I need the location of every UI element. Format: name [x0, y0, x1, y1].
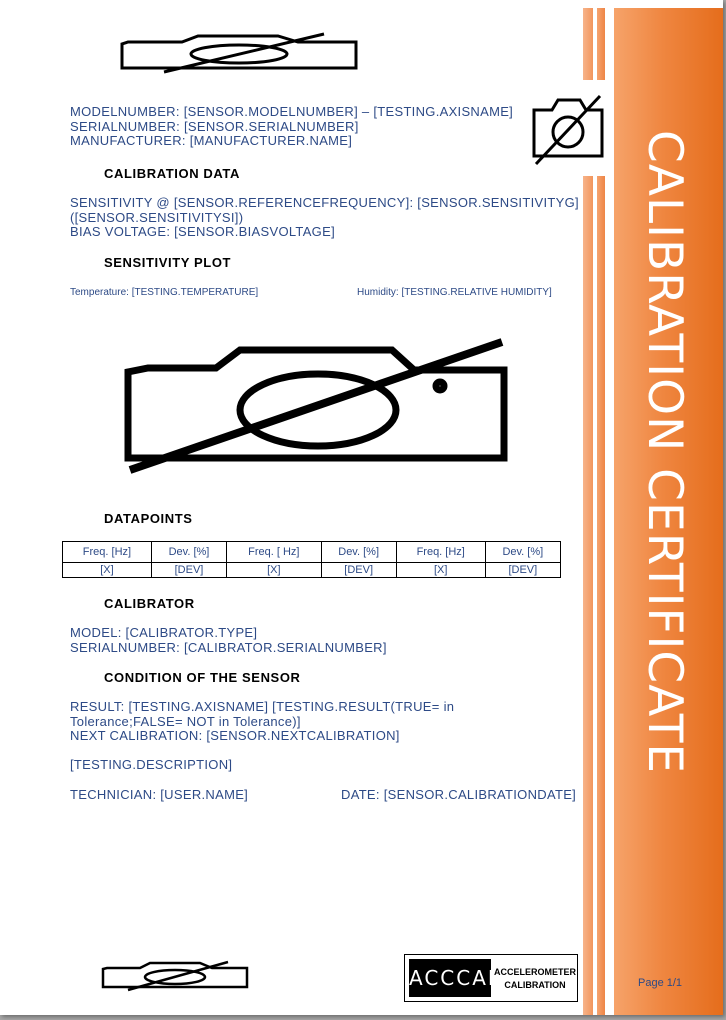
accal-logo: [404, 954, 578, 1002]
table-cell: [X]: [63, 563, 152, 578]
condition-heading: CONDITION OF THE SENSOR: [104, 670, 301, 685]
sensitivity-line: SENSITIVITY @ [SENSOR.REFERENCEFREQUENCY]: [SENSOR.SENSITIVITYG]: [70, 195, 579, 210]
logo-mark: ACCCAL: [409, 959, 491, 997]
datapoints-table: [62, 541, 561, 578]
plot-image-placeholder-icon: [118, 338, 514, 476]
table-header-cell: Dev. [%]: [485, 542, 560, 563]
sensor-photo-placeholder-icon: [530, 92, 606, 166]
page-number: Page 1/1: [638, 977, 683, 989]
table-header-cell: Freq. [Hz]: [63, 542, 152, 563]
description-line: [TESTING.DESCRIPTION]: [70, 757, 233, 772]
temperature-label: Temperature: [TESTING.TEMPERATURE]: [70, 287, 259, 298]
sensitivity-si-line: ([SENSOR.SENSITIVITYSI]): [70, 210, 244, 225]
calibrator-serial-line: SERIALNUMBER: [CALIBRATOR.SERIALNUMBER]: [70, 640, 387, 655]
header-image-placeholder-icon: [118, 32, 360, 74]
model-number-line: MODELNUMBER: [SENSOR.MODELNUMBER] – [TESTING.AXISNAME]: [70, 104, 514, 119]
table-cell: [DEV]: [151, 563, 226, 578]
table-header-cell: Freq. [Hz]: [396, 542, 485, 563]
technician-line: TECHNICIAN: [USER.NAME]: [70, 787, 249, 802]
table-row: [63, 563, 561, 578]
logo-line-1: ACCELEROMETER: [493, 967, 576, 977]
calibrator-model-line: MODEL: [CALIBRATOR.TYPE]: [70, 625, 258, 640]
table-cell: [X]: [396, 563, 485, 578]
calibration-data-heading: CALIBRATION DATA: [104, 166, 240, 181]
result-tolerance-line: Tolerance;FALSE= NOT in Tolerance)]: [70, 714, 301, 729]
table-header-cell: Dev. [%]: [151, 542, 226, 563]
sensitivity-plot-heading: SENSITIVITY PLOT: [104, 255, 232, 270]
bias-voltage-line: BIAS VOLTAGE: [SENSOR.BIASVOLTAGE]: [70, 224, 335, 239]
table-header-cell: Freq. [ Hz]: [227, 542, 321, 563]
result-line: RESULT: [TESTING.AXISNAME] [TESTING.RESULT(TRUE= in: [70, 699, 455, 714]
table-header-row: [63, 542, 561, 563]
footer-image-placeholder-icon: [100, 960, 250, 992]
date-line: DATE: [SENSOR.CALIBRATIONDATE]: [341, 787, 577, 802]
humidity-label: Humidity: [TESTING.RELATIVE HUMIDITY]: [357, 287, 552, 298]
logo-line-2: CALIBRATION: [504, 980, 566, 990]
table-cell: [DEV]: [321, 563, 396, 578]
manufacturer-line: MANUFACTURER: [MANUFACTURER.NAME]: [70, 133, 353, 148]
table-header-cell: Dev. [%]: [321, 542, 396, 563]
table-cell: [X]: [227, 563, 321, 578]
side-title: CALIBRATION CERTIFICATE: [636, 130, 692, 775]
calibrator-heading: CALIBRATOR: [104, 596, 195, 611]
datapoints-heading: DATAPOINTS: [104, 511, 193, 526]
side-title-band: [614, 130, 723, 775]
table-cell: [DEV]: [485, 563, 560, 578]
serial-number-line: SERIALNUMBER: [SENSOR.SERIALNUMBER]: [70, 119, 359, 134]
next-calibration-line: NEXT CALIBRATION: [SENSOR.NEXTCALIBRATION]: [70, 728, 400, 743]
